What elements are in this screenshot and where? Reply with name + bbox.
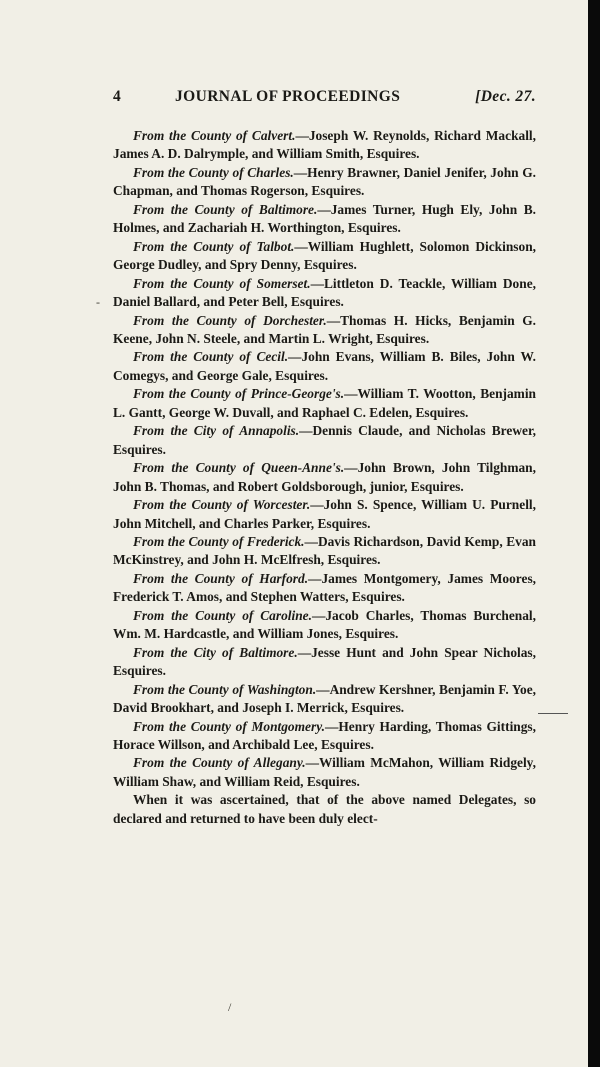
county-name: From the County of Calvert. [133,128,296,143]
delegate-entry [113,164,536,201]
county-name: From the County of Charles. [133,164,294,180]
county-name: From the City of Baltimore. [133,644,298,660]
delegate-names: —John Evans, William B. Biles, John W. Comegys, and George Gale, Esquires. [113,349,536,383]
document-page [113,88,536,828]
county-name: From the County of Baltimore. [133,201,318,217]
stray-mark: - [96,295,100,309]
delegate-entry [113,201,536,238]
delegate-names: —John S. Spence, William U. Purnell, John Mitchell, and Charles Parker, Esquires. [113,497,536,531]
county-name: From the County of Caroline. [133,607,312,623]
delegate-entry [113,570,536,607]
county-name: From the County of Somerset. [133,275,311,291]
delegate-names: —William McMahon, William Ridgely, William Shaw, and William Reid, Esquires. [113,755,536,789]
delegate-names: —Davis Richardson, David Kemp, Evan McKinstrey, and John H. McElfresh, Esquires. [113,533,536,568]
delegate-entry [113,607,536,644]
county-name: From the County of Prince-George's. [133,386,345,402]
delegate-names: —Thomas H. Hicks, Benjamin G. Keene, John N. Steele, and Martin L. Wright, Esquires. [113,312,536,346]
county-name: From the County of Frederick. [133,533,305,549]
running-date: [Dec. 27. [475,88,536,105]
delegate-names: —Henry Brawner, Daniel Jenifer, John G. Chapman, and Thomas Rogerson, Esquires. [113,164,536,199]
county-name: From the County of Allegany. [133,755,306,771]
county-name: From the County of Queen-Anne's. [133,460,345,476]
stray-mark: / [228,1000,232,1014]
county-name: From the City of Annapolis. [133,423,300,439]
county-name: From the County of Cecil. [133,349,289,365]
delegate-list [113,127,536,828]
delegate-names: —John Brown, John Tilghman, John B. Thomas, and Robert Goldsborough, junior, Esquires. [113,460,536,494]
running-title: JOURNAL OF PROCEEDINGS [175,88,401,105]
scan-border [588,0,600,1067]
delegate-names: —Jesse Hunt and John Spear Nicholas, Esquires. [113,644,536,679]
county-name: From the County of Talbot. [133,238,295,254]
delegate-entry [113,385,536,422]
delegate-names: —William T. Wootton, Benjamin L. Gantt, George W. Duvall, and Raphael C. Edelen, Esquires. [113,386,536,420]
delegate-entry [113,275,536,312]
delegate-names: —James Turner, Hugh Ely, John B. Holmes, and Zachariah H. Worthington, Esquires. [113,201,537,236]
delegate-names: —William Hughlett, Solomon Dickinson, George Dudley, and Spry Denny, Esquires. [113,238,536,273]
delegate-names: —Joseph W. Reynolds, Richard Mackall, James A. D. Dalrymple, and William Smith, Esquires. [113,128,536,162]
delegate-names: —Henry Harding, Thomas Gittings, Horace Willson, and Archibald Lee, Esquires. [113,718,536,752]
delegate-entry [113,422,536,459]
delegate-entry [113,459,536,496]
county-name: From the County of Washington. [133,681,317,697]
stray-rule [538,713,568,714]
delegate-entry [113,312,536,349]
delegate-entry [113,718,536,755]
delegate-entry [113,127,536,164]
county-name: From the County of Montgomery. [133,718,325,734]
delegate-names: —James Montgomery, James Moores, Frederick T. Amos, and Stephen Watters, Esquires. [113,570,536,605]
delegate-entry [113,533,536,570]
county-name: From the County of Dorchester. [133,312,327,328]
delegate-entry [113,238,536,275]
county-name: From the County of Worcester. [133,497,311,513]
page-number: 4 [113,88,122,105]
delegate-entry [113,754,536,791]
county-name: From the County of Harford. [133,570,309,586]
closing-paragraph: When it was ascertained, that of the above named Delegates, so declared and returned to have been duly elect- [113,792,536,826]
delegate-names: —Littleton D. Teackle, William Done, Daniel Ballard, and Peter Bell, Esquires. [113,275,536,310]
delegate-entry [113,681,536,718]
running-header [113,88,536,110]
delegate-names: —Dennis Claude, and Nicholas Brewer, Esquires. [113,423,537,457]
delegate-entry [113,348,536,385]
delegate-names: —Jacob Charles, Thomas Burchenal, Wm. M. Hardcastle, and William Jones, Esquires. [113,607,536,642]
delegate-names: —Andrew Kershner, Benjamin F. Yoe, David Brookhart, and Joseph I. Merrick, Esquires. [113,681,536,716]
delegate-entry [113,496,536,533]
delegate-entry [113,644,536,681]
